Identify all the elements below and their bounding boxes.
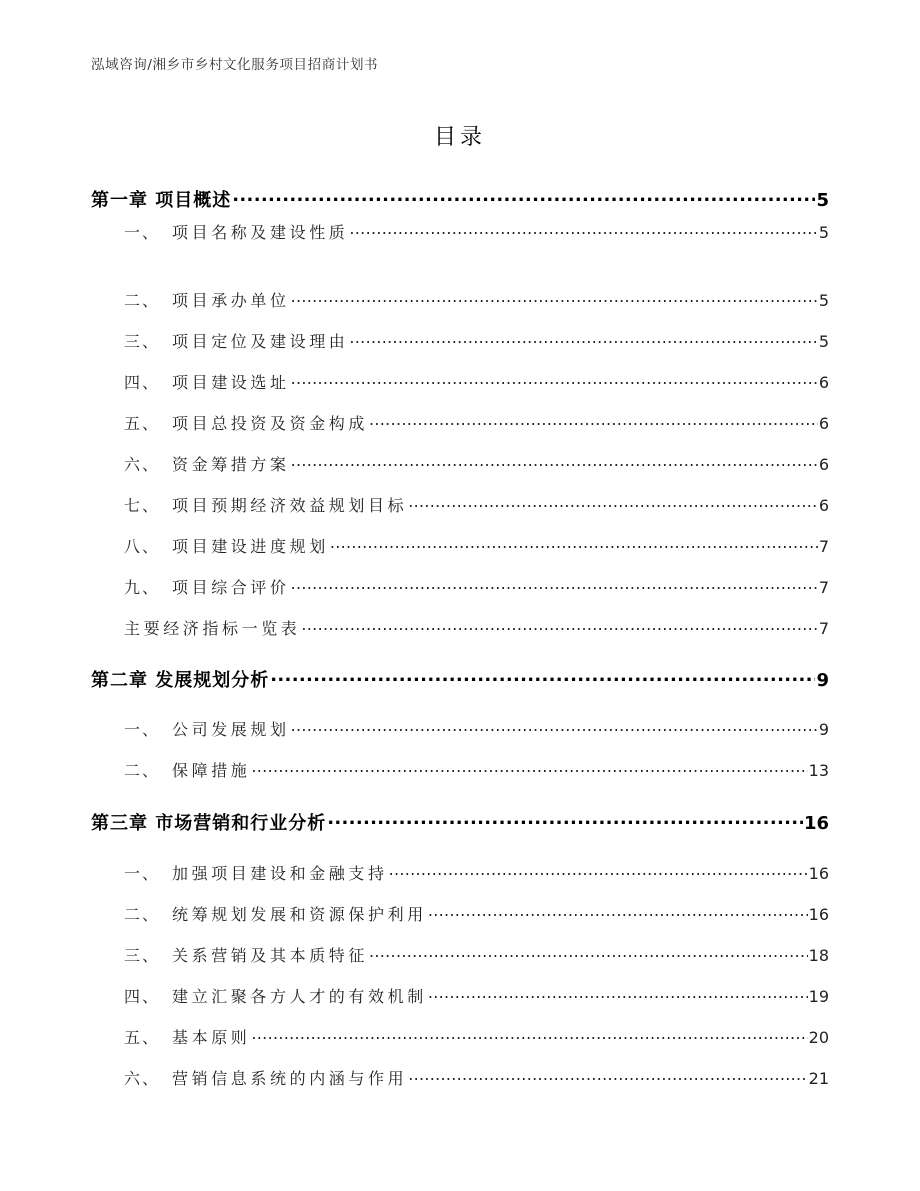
toc-section[interactable] bbox=[124, 717, 829, 740]
toc-title: 目录 bbox=[433, 125, 486, 150]
toc-section[interactable] bbox=[124, 493, 829, 516]
dot-leader bbox=[301, 618, 817, 634]
dot-leader bbox=[428, 986, 808, 1002]
section-number: 五、 bbox=[124, 1028, 161, 1047]
page-number: 5 bbox=[818, 332, 829, 351]
page-number: 6 bbox=[818, 414, 829, 433]
dot-leader bbox=[369, 945, 808, 961]
page-number: 20 bbox=[808, 1028, 829, 1047]
section-label: 主要经济指标一览表 bbox=[124, 619, 301, 638]
page-number: 5 bbox=[816, 190, 829, 211]
chapter-label: 第二章 发展规划分析 bbox=[91, 670, 270, 691]
toc-section[interactable] bbox=[124, 411, 829, 434]
dot-leader bbox=[349, 222, 817, 238]
toc-section[interactable] bbox=[124, 452, 829, 475]
page-number: 9 bbox=[818, 720, 829, 739]
toc-section[interactable] bbox=[124, 861, 829, 884]
page-number: 18 bbox=[808, 946, 829, 965]
section-number: 七、 bbox=[124, 496, 161, 515]
toc-section[interactable] bbox=[124, 1025, 829, 1048]
page-number: 19 bbox=[808, 987, 829, 1006]
page-number: 16 bbox=[808, 864, 829, 883]
section-label: 建立汇聚各方人才的有效机制 bbox=[172, 987, 427, 1006]
toc-section[interactable] bbox=[124, 370, 829, 393]
section-number: 一、 bbox=[124, 223, 161, 242]
section-label: 关系营销及其本质特征 bbox=[172, 946, 369, 965]
page-number: 7 bbox=[818, 537, 829, 556]
page-number: 16 bbox=[808, 905, 829, 924]
page-number: 7 bbox=[818, 578, 829, 597]
section-number: 一、 bbox=[124, 720, 161, 739]
chapter-label: 第一章 项目概述 bbox=[91, 190, 232, 211]
dot-leader bbox=[408, 495, 818, 511]
dot-leader bbox=[428, 904, 808, 920]
dot-leader bbox=[291, 372, 818, 388]
section-number: 六、 bbox=[124, 455, 161, 474]
dot-leader bbox=[251, 760, 807, 776]
section-label: 项目建设选址 bbox=[172, 373, 290, 392]
dot-leader bbox=[291, 290, 818, 306]
section-number: 二、 bbox=[124, 905, 161, 924]
dot-leader bbox=[389, 863, 808, 879]
page-number: 6 bbox=[818, 496, 829, 515]
section-label: 营销信息系统的内涵与作用 bbox=[172, 1069, 408, 1088]
section-number: 三、 bbox=[124, 946, 161, 965]
dot-leader bbox=[330, 536, 818, 552]
section-label: 项目总投资及资金构成 bbox=[172, 414, 369, 433]
section-number: 二、 bbox=[124, 291, 161, 310]
dot-leader bbox=[408, 1068, 807, 1084]
page-number: 6 bbox=[818, 373, 829, 392]
toc-section[interactable] bbox=[124, 534, 829, 557]
section-number: 六、 bbox=[124, 1069, 161, 1088]
page-number: 9 bbox=[816, 670, 829, 691]
toc-section[interactable] bbox=[124, 220, 829, 243]
dot-leader bbox=[251, 1027, 807, 1043]
section-label: 资金筹措方案 bbox=[172, 455, 290, 474]
chapter-label: 第三章 市场营销和行业分析 bbox=[91, 813, 327, 834]
toc-section[interactable] bbox=[124, 902, 829, 925]
section-label: 统筹规划发展和资源保护利用 bbox=[172, 905, 427, 924]
toc-section[interactable] bbox=[124, 758, 829, 781]
toc-section[interactable] bbox=[124, 984, 829, 1007]
page-number: 5 bbox=[818, 223, 829, 242]
section-number: 一、 bbox=[124, 864, 161, 883]
section-label: 项目承办单位 bbox=[172, 291, 290, 310]
section-number: 九、 bbox=[124, 578, 161, 597]
toc-section[interactable] bbox=[124, 943, 829, 966]
page-number: 21 bbox=[808, 1069, 829, 1088]
dot-leader bbox=[349, 331, 817, 347]
section-label: 项目预期经济效益规划目标 bbox=[172, 496, 408, 515]
dot-leader bbox=[291, 719, 818, 735]
toc-chapter-2[interactable] bbox=[91, 666, 829, 692]
dot-leader bbox=[369, 413, 818, 429]
dot-leader bbox=[291, 454, 818, 470]
section-label: 公司发展规划 bbox=[172, 720, 290, 739]
section-label: 项目定位及建设理由 bbox=[172, 332, 349, 351]
section-label: 保障措施 bbox=[172, 761, 251, 780]
section-number: 四、 bbox=[124, 987, 161, 1006]
toc-chapter-3[interactable] bbox=[91, 809, 829, 835]
section-number: 三、 bbox=[124, 332, 161, 351]
page-number: 6 bbox=[818, 455, 829, 474]
section-number: 五、 bbox=[124, 414, 161, 433]
page-number: 7 bbox=[818, 619, 829, 638]
section-number: 二、 bbox=[124, 761, 161, 780]
dot-leader bbox=[291, 577, 818, 593]
section-label: 加强项目建设和金融支持 bbox=[172, 864, 388, 883]
toc-section[interactable] bbox=[124, 329, 829, 352]
toc-section[interactable] bbox=[124, 288, 829, 311]
toc-section[interactable] bbox=[124, 1066, 829, 1089]
dot-leader bbox=[327, 811, 803, 829]
page-number: 5 bbox=[818, 291, 829, 310]
toc-section[interactable] bbox=[124, 616, 829, 639]
toc-section[interactable] bbox=[124, 575, 829, 598]
dot-leader bbox=[232, 188, 815, 206]
section-number: 八、 bbox=[124, 537, 161, 556]
section-number: 四、 bbox=[124, 373, 161, 392]
page-number: 16 bbox=[803, 813, 829, 834]
section-label: 项目建设进度规划 bbox=[172, 537, 329, 556]
page-number: 13 bbox=[808, 761, 829, 780]
dot-leader bbox=[270, 668, 815, 686]
section-label: 项目名称及建设性质 bbox=[172, 223, 349, 242]
running-header: 泓域咨询/湘乡市乡村文化服务项目招商计划书 bbox=[91, 57, 379, 73]
section-label: 项目综合评价 bbox=[172, 578, 290, 597]
toc-chapter-1[interactable] bbox=[91, 186, 829, 212]
section-label: 基本原则 bbox=[172, 1028, 251, 1047]
